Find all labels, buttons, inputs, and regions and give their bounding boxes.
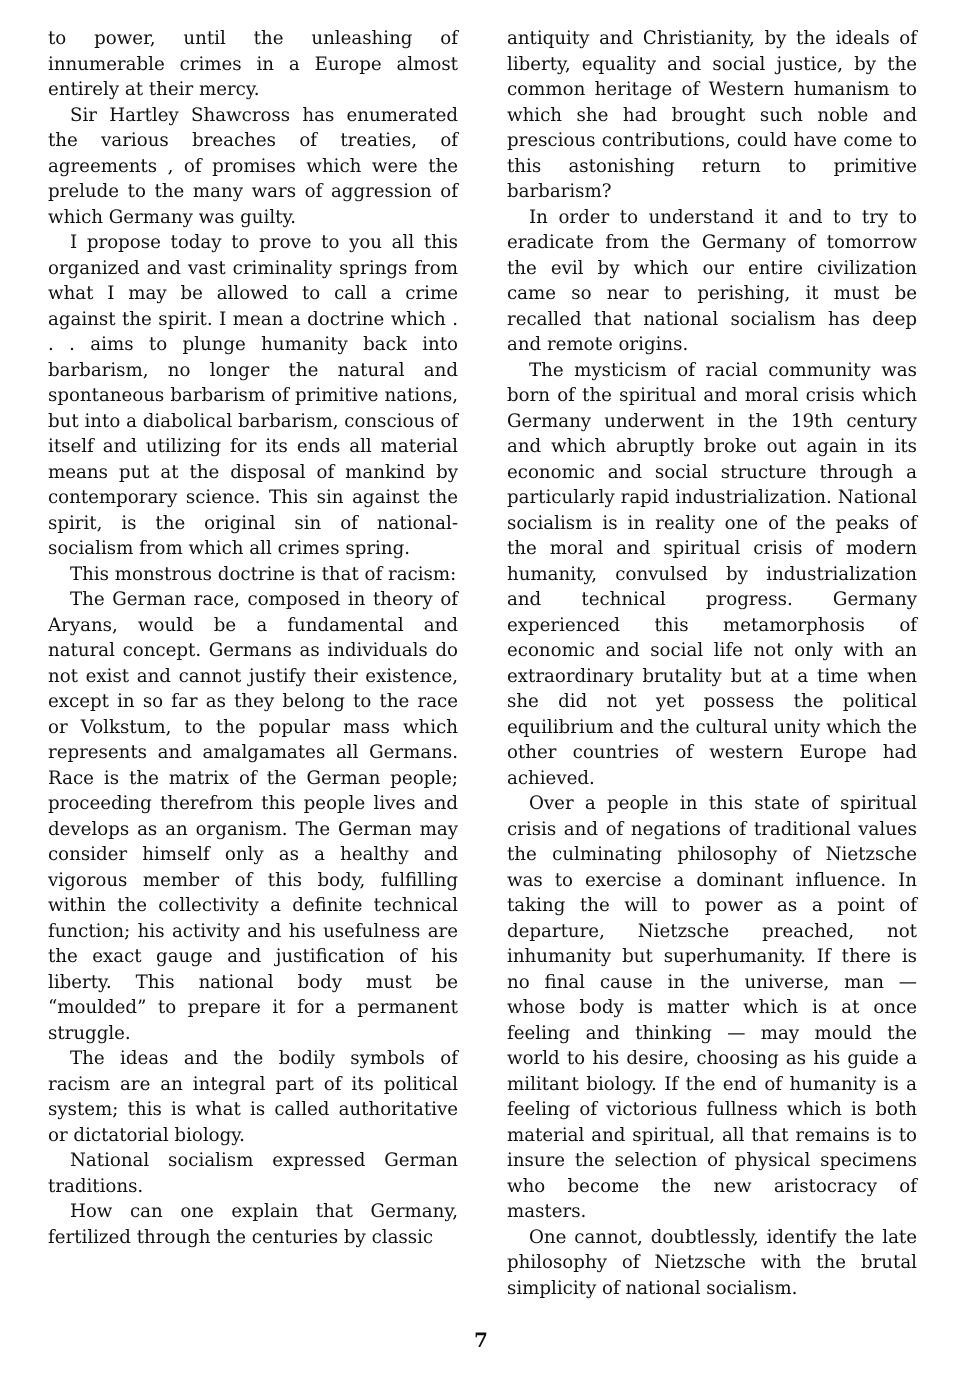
paragraph: The ideas and the bodily symbols of racism are an integral part of its political system; this is what is called authoritative or dictatorial biology. <box>48 1048 458 1146</box>
paragraph: One cannot, doubtlessly, identify the late philosophy of Nietzsche with the brutal simplicity of national socialism. <box>507 1226 917 1299</box>
page-number: 7 <box>474 1328 488 1352</box>
left-text-column <box>48 26 458 1250</box>
paragraph: The mysticism of racial community was born of the spiritual and moral crisis which Germany underwent in the 19th century and which abruptly broke out again in its economic and social structure through a particularly rapid industrialization. National socialism is in reality one of the peaks of the moral and spiritual crisis of modern humanity, convulsed by industrialization and technical progress. Germany experienced this metamorphosis of economic and social life not only with an extraordinary brutality but at a time when she did not yet possess the political equilibrium and the cultural unity which the other countries of western Europe had achieved. <box>507 359 917 789</box>
paragraph: I propose today to prove to you all this organized and vast criminality springs from what I may be allowed to call a crime against the spirit. I mean a doctrine which . . . aims to plunge humanity back into barbarism, no longer the natural and spontaneous barbarism of primitive nations, but into a diabolical barbarism, conscious of itself and utilizing for its ends all material means put at the disposal of mankind by contemporary science. This sin against the spirit, is the original sin of national-socialism from which all crimes spring. <box>48 232 458 559</box>
paragraph: This monstrous doctrine is that of racism: <box>70 563 457 585</box>
paragraph: In order to understand it and to try to eradicate from the Germany of tomorrow the evil by which our entire civilization came so near to perishing, it must be recalled that national socialism has deep and remote origins. <box>507 206 917 355</box>
paragraph: to power, until the unleashing of innumerable crimes in a Europe almost entirely at their mercy. <box>48 28 458 100</box>
paragraph: How can one explain that Germany, fertilized through the centuries by classic <box>48 1201 458 1248</box>
paragraph: Over a people in this state of spiritual crisis and of negations of traditional values the culminating philosophy of Nietzsche was to exercise a dominant influence. In taking the will to power as a point of departure, Nietzsche preached, not inhumanity but superhumanity. If there is no final cause in the universe, man — whose body is matter which is at once feeling and thinking — may mould the world to his desire, choosing as his guide a militant biology. If the end of humanity is a feeling of victorious fullness which is both material and spiritual, all that remains is to insure the selection of physical specimens who become the new aristocracy of masters. <box>507 793 917 1222</box>
paragraph: National socialism expressed German traditions. <box>48 1150 458 1197</box>
paragraph: antiquity and Christianity, by the ideals of liberty, equality and social justice, by the common heritage of Western humanism to which she had brought such noble and prescious contributions, could have come to this astonishing return to primitive barbarism? <box>507 28 917 202</box>
paragraph: Sir Hartley Shawcross has enumerated the various breaches of treaties, of agreements , of promises which were the prelude to the many wars of aggression of which Germany was guilty. <box>48 104 458 228</box>
paragraph: The German race, composed in theory of Aryans, would be a fundamental and natural concept. Germans as individuals do not exist and cannot justify their existence, except in so far as they belong to the race or Volkstum, to the popular mass which represents and amalgamates all Germans. Race is the matrix of the German people; proceeding therefrom this people lives and develops as an organism. The German may consider himself only as a healthy and vigorous member of this body, fulfilling within the collectivity a definite technical function; his activity and his usefulness are the exact gauge and justification of his liberty. This national body must be “moulded” to prepare it for a permanent struggle. <box>48 589 458 1044</box>
right-text-column <box>507 26 917 1301</box>
